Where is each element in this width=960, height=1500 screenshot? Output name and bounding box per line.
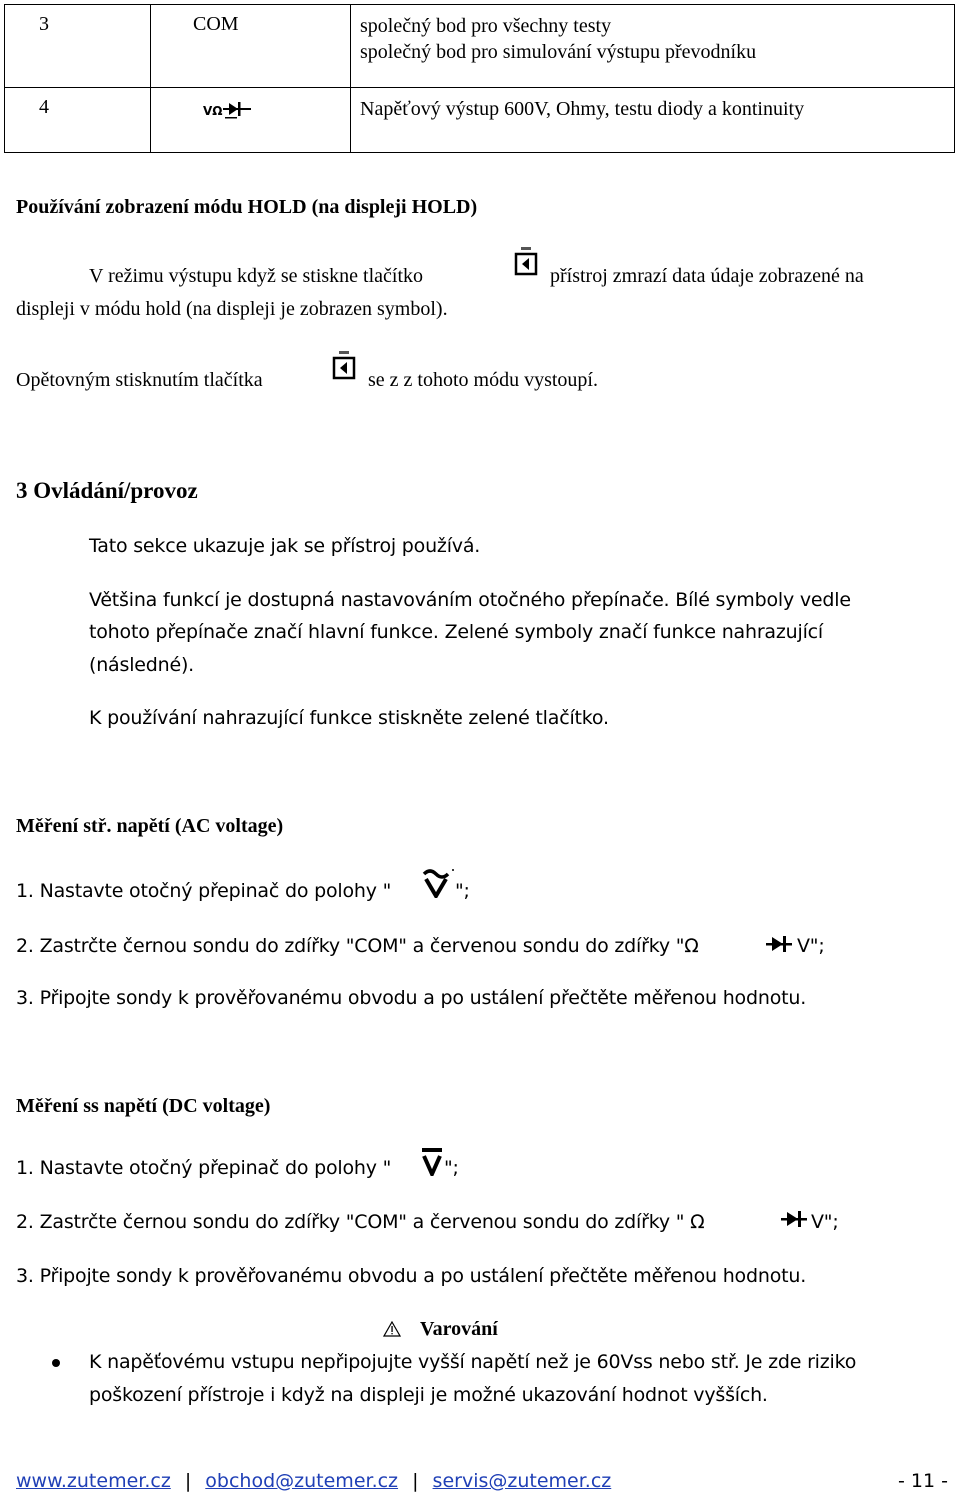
operation-paragraph: Většina funkcí je dostupná nastavováním otočného přepínače. Bílé symboly vedle — [89, 589, 851, 611]
warning-triangle-icon — [383, 1321, 401, 1337]
terminal-description — [351, 88, 955, 153]
dc-step-2: 2. Zastrčte černou sondu do zdířky "COM" a červenou sondu do zdířky " Ω — [16, 1211, 705, 1233]
warning-title: Varování — [420, 1318, 498, 1340]
terminal-description — [351, 5, 955, 88]
hold-paragraph-text: V režimu výstupu když se stiskne tlačítko — [89, 265, 424, 287]
diode-icon — [777, 1209, 811, 1231]
description-line: společný bod pro všechny testy — [360, 15, 612, 37]
service-email-link[interactable]: servis@zutemer.cz — [432, 1470, 612, 1492]
operation-paragraph: K používání nahrazující funkce stiskněte zelené tlačítko. — [89, 707, 609, 729]
page-footer — [16, 1470, 946, 1496]
volt-ohm-diode-symbol-icon — [203, 100, 253, 122]
dc-voltage-icon — [420, 1146, 444, 1176]
dc-heading: Měření ss napětí (DC voltage) — [16, 1095, 271, 1117]
order-email-link[interactable]: obchod@zutemer.cz — [205, 1470, 399, 1492]
svg-text:VΩ: VΩ — [203, 104, 223, 118]
ac-voltage-icon — [422, 866, 456, 898]
hold-paragraph-text: přístroj zmrazí data údaje zobrazené na — [550, 265, 864, 287]
table-row — [5, 88, 955, 153]
warning-text: poškození přístroje i když na displeji je možné ukazování hodnot vyšších. — [89, 1384, 768, 1406]
bullet-dot — [52, 1359, 60, 1367]
description-line: Napěťový výstup 600V, Ohmy, testu diody a kontinuity — [360, 98, 805, 120]
hold-button-icon — [514, 246, 538, 276]
terminal-table — [4, 4, 955, 153]
warning-text: K napěťovému vstupu nepřipojujte vyšší napětí než je 60Vss nebo stř. Je zde riziko — [89, 1351, 857, 1373]
hold-paragraph-text: Opětovným stisknutím tlačítka — [16, 369, 263, 391]
operation-paragraph: Tato sekce ukazuje jak se přístroj používá. — [89, 535, 481, 557]
operation-heading: 3 Ovládání/provoz — [16, 478, 198, 503]
diode-icon — [762, 934, 796, 956]
footer-separator: | — [412, 1470, 419, 1492]
description-line: společný bod pro simulování výstupu převodníku — [360, 41, 757, 63]
ac-step-3: 3. Připojte sondy k prověřovanému obvodu a po ustálení přečtěte měřenou hodnotu. — [16, 987, 807, 1009]
ac-step-2-end: V"; — [797, 935, 825, 957]
terminal-symbol-cell — [151, 88, 351, 153]
footer-separator: | — [184, 1470, 192, 1492]
ac-step-1: 1. Nastavte otočný přepinač do polohy " — [16, 880, 392, 902]
terminal-number: 4 — [5, 88, 151, 153]
dc-step-1-end: "; — [444, 1157, 459, 1179]
ac-step-1-end: "; — [455, 880, 470, 902]
terminal-name: COM — [151, 5, 351, 88]
operation-paragraph: (následné). — [89, 654, 195, 676]
dc-step-2-end: V"; — [811, 1211, 839, 1233]
website-link[interactable]: www.zutemer.cz — [16, 1470, 171, 1492]
terminal-number: 3 — [5, 5, 151, 88]
ac-step-2: 2. Zastrčte černou sondu do zdířky "COM" a červenou sondu do zdířky "Ω — [16, 935, 699, 957]
table-row — [5, 5, 955, 88]
ac-heading: Měření stř. napětí (AC voltage) — [16, 815, 284, 837]
hold-paragraph-text: se z z tohoto módu vystoupí. — [368, 369, 598, 391]
dc-step-3: 3. Připojte sondy k prověřovanému obvodu a po ustálení přečtěte měřenou hodnotu. — [16, 1265, 807, 1287]
hold-button-icon — [332, 350, 356, 380]
dc-step-1: 1. Nastavte otočný přepinač do polohy " — [16, 1157, 392, 1179]
hold-heading: Používání zobrazení módu HOLD (na displeji HOLD) — [16, 196, 478, 218]
hold-paragraph-text: displeji v módu hold (na displeji je zobrazen symbol). — [16, 298, 448, 320]
page-number: - 11 - — [898, 1470, 948, 1492]
operation-paragraph: tohoto přepínače značí hlavní funkce. Zelené symboly značí funkce nahrazující — [89, 621, 823, 643]
